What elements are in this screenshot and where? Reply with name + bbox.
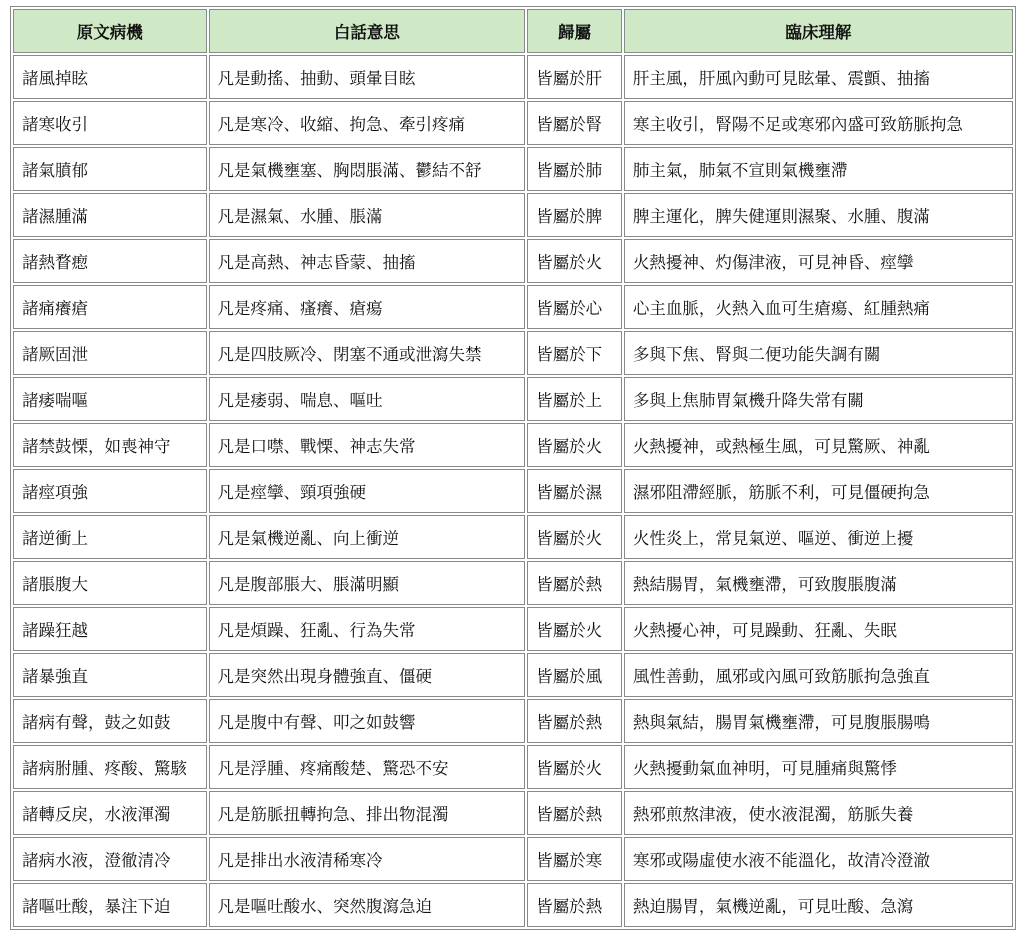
cell-original-text: 諸轉反戾，水液渾濁 [13, 791, 207, 835]
header-attribution: 歸屬 [527, 9, 622, 53]
cell-clinical-understanding: 火熱擾神、灼傷津液，可見神昏、痙攣 [624, 239, 1013, 283]
cell-original-text: 諸痿喘嘔 [13, 377, 207, 421]
cell-clinical-understanding: 脾主運化，脾失健運則濕聚、水腫、腹滿 [624, 193, 1013, 237]
cell-attribution: 皆屬於火 [527, 607, 622, 651]
table-row [13, 699, 1013, 743]
table-row [13, 791, 1013, 835]
cell-attribution: 皆屬於火 [527, 423, 622, 467]
cell-attribution: 皆屬於熱 [527, 883, 622, 927]
cell-clinical-understanding: 火熱擾神，或熱極生風，可見驚厥、神亂 [624, 423, 1013, 467]
cell-clinical-understanding: 肺主氣，肺氣不宣則氣機壅滯 [624, 147, 1013, 191]
cell-plain-meaning: 凡是浮腫、疼痛酸楚、驚恐不安 [209, 745, 526, 789]
cell-clinical-understanding: 火性炎上，常見氣逆、嘔逆、衝逆上擾 [624, 515, 1013, 559]
cell-original-text: 諸病有聲，鼓之如鼓 [13, 699, 207, 743]
cell-plain-meaning: 凡是腹部脹大、脹滿明顯 [209, 561, 526, 605]
cell-attribution: 皆屬於熱 [527, 699, 622, 743]
header-original-text: 原文病機 [13, 9, 207, 53]
cell-attribution: 皆屬於腎 [527, 101, 622, 145]
cell-plain-meaning: 凡是寒冷、收縮、拘急、牽引疼痛 [209, 101, 526, 145]
cell-plain-meaning: 凡是氣機逆亂、向上衝逆 [209, 515, 526, 559]
cell-plain-meaning: 凡是高熱、神志昏蒙、抽搐 [209, 239, 526, 283]
cell-original-text: 諸熱瞀瘛 [13, 239, 207, 283]
table-row [13, 239, 1013, 283]
table-header-row [13, 9, 1013, 53]
cell-plain-meaning: 凡是腹中有聲、叩之如鼓響 [209, 699, 526, 743]
cell-attribution: 皆屬於心 [527, 285, 622, 329]
cell-attribution: 皆屬於火 [527, 515, 622, 559]
table-row [13, 561, 1013, 605]
cell-clinical-understanding: 火熱擾心神，可見躁動、狂亂、失眠 [624, 607, 1013, 651]
cell-plain-meaning: 凡是排出水液清稀寒冷 [209, 837, 526, 881]
cell-plain-meaning: 凡是筋脈扭轉拘急、排出物混濁 [209, 791, 526, 835]
cell-attribution: 皆屬於脾 [527, 193, 622, 237]
cell-attribution: 皆屬於寒 [527, 837, 622, 881]
table-body [13, 55, 1013, 927]
cell-clinical-understanding: 多與下焦、腎與二便功能失調有關 [624, 331, 1013, 375]
cell-plain-meaning: 凡是嘔吐酸水、突然腹瀉急迫 [209, 883, 526, 927]
cell-plain-meaning: 凡是痿弱、喘息、嘔吐 [209, 377, 526, 421]
cell-plain-meaning: 凡是煩躁、狂亂、行為失常 [209, 607, 526, 651]
table-row [13, 745, 1013, 789]
table-row [13, 515, 1013, 559]
cell-clinical-understanding: 寒邪或陽虛使水液不能溫化，故清冷澄澈 [624, 837, 1013, 881]
cell-attribution: 皆屬於肺 [527, 147, 622, 191]
table-row [13, 193, 1013, 237]
cell-original-text: 諸脹腹大 [13, 561, 207, 605]
cell-original-text: 諸逆衝上 [13, 515, 207, 559]
cell-plain-meaning: 凡是四肢厥冷、閉塞不通或泄瀉失禁 [209, 331, 526, 375]
cell-clinical-understanding: 濕邪阻滯經脈，筋脈不利，可見僵硬拘急 [624, 469, 1013, 513]
cell-clinical-understanding: 熱迫腸胃，氣機逆亂，可見吐酸、急瀉 [624, 883, 1013, 927]
cell-original-text: 諸病胕腫、疼酸、驚駭 [13, 745, 207, 789]
table-row [13, 101, 1013, 145]
cell-plain-meaning: 凡是氣機壅塞、胸悶脹滿、鬱結不舒 [209, 147, 526, 191]
cell-clinical-understanding: 火熱擾動氣血神明，可見腫痛與驚悸 [624, 745, 1013, 789]
cell-original-text: 諸濕腫滿 [13, 193, 207, 237]
cell-original-text: 諸暴強直 [13, 653, 207, 697]
cell-original-text: 諸氣膹郁 [13, 147, 207, 191]
cell-clinical-understanding: 熱邪煎熬津液，使水液混濁，筋脈失養 [624, 791, 1013, 835]
header-clinical-understanding: 臨床理解 [624, 9, 1013, 53]
cell-attribution: 皆屬於下 [527, 331, 622, 375]
cell-attribution: 皆屬於熱 [527, 561, 622, 605]
cell-plain-meaning: 凡是口噤、戰慄、神志失常 [209, 423, 526, 467]
cell-original-text: 諸嘔吐酸，暴注下迫 [13, 883, 207, 927]
cell-original-text: 諸躁狂越 [13, 607, 207, 651]
cell-attribution: 皆屬於風 [527, 653, 622, 697]
cell-attribution: 皆屬於濕 [527, 469, 622, 513]
table-row [13, 469, 1013, 513]
cell-plain-meaning: 凡是動搖、抽動、頭暈目眩 [209, 55, 526, 99]
cell-clinical-understanding: 熱與氣結，腸胃氣機壅滯，可見腹脹腸鳴 [624, 699, 1013, 743]
table-row [13, 837, 1013, 881]
cell-plain-meaning: 凡是濕氣、水腫、脹滿 [209, 193, 526, 237]
cell-original-text: 諸病水液，澄徹清冷 [13, 837, 207, 881]
cell-plain-meaning: 凡是突然出現身體強直、僵硬 [209, 653, 526, 697]
table-row [13, 147, 1013, 191]
cell-clinical-understanding: 心主血脈，火熱入血可生瘡瘍、紅腫熱痛 [624, 285, 1013, 329]
header-plain-meaning: 白話意思 [209, 9, 526, 53]
table-container [10, 6, 1016, 930]
table-row [13, 377, 1013, 421]
pathogenesis-table [10, 6, 1016, 930]
cell-clinical-understanding: 肝主風，肝風內動可見眩暈、震顫、抽搐 [624, 55, 1013, 99]
table-row [13, 883, 1013, 927]
table-row [13, 285, 1013, 329]
cell-attribution: 皆屬於火 [527, 745, 622, 789]
cell-clinical-understanding: 多與上焦肺胃氣機升降失常有關 [624, 377, 1013, 421]
cell-attribution: 皆屬於肝 [527, 55, 622, 99]
cell-original-text: 諸痛癢瘡 [13, 285, 207, 329]
cell-plain-meaning: 凡是痙攣、頸項強硬 [209, 469, 526, 513]
table-row [13, 55, 1013, 99]
table-row [13, 331, 1013, 375]
cell-plain-meaning: 凡是疼痛、瘙癢、瘡瘍 [209, 285, 526, 329]
table-row [13, 423, 1013, 467]
cell-original-text: 諸痙項強 [13, 469, 207, 513]
cell-clinical-understanding: 熱結腸胃，氣機壅滯，可致腹脹腹滿 [624, 561, 1013, 605]
cell-clinical-understanding: 風性善動，風邪或內風可致筋脈拘急強直 [624, 653, 1013, 697]
table-row [13, 607, 1013, 651]
table-row [13, 653, 1013, 697]
cell-original-text: 諸禁鼓慄，如喪神守 [13, 423, 207, 467]
cell-original-text: 諸寒收引 [13, 101, 207, 145]
cell-attribution: 皆屬於火 [527, 239, 622, 283]
cell-original-text: 諸風掉眩 [13, 55, 207, 99]
cell-clinical-understanding: 寒主收引，腎陽不足或寒邪內盛可致筋脈拘急 [624, 101, 1013, 145]
cell-attribution: 皆屬於熱 [527, 791, 622, 835]
cell-attribution: 皆屬於上 [527, 377, 622, 421]
cell-original-text: 諸厥固泄 [13, 331, 207, 375]
